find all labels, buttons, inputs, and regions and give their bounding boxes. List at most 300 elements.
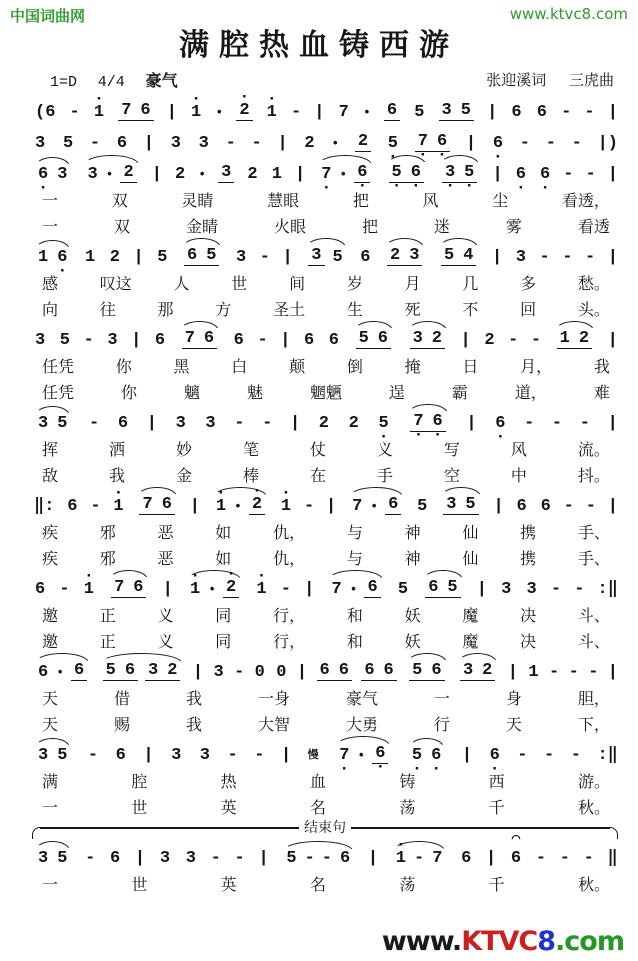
lyric-word: 方 xyxy=(215,299,232,319)
barline: | xyxy=(282,248,293,267)
duration-dash: - xyxy=(551,414,563,433)
note: 5 · xyxy=(377,415,389,432)
note: 6 · xyxy=(432,413,444,430)
duration-dash: - xyxy=(303,497,315,516)
note: 3 xyxy=(199,746,210,765)
slur-group xyxy=(386,155,427,183)
duration-dash: - xyxy=(568,663,579,682)
lyric-word: 我 xyxy=(593,356,610,376)
duration-dash: - xyxy=(90,497,101,516)
note: 6 · xyxy=(56,249,68,266)
lyric-word: 手、 xyxy=(577,548,610,568)
barline: | xyxy=(607,497,618,516)
note: 2 xyxy=(304,134,315,153)
beam-group xyxy=(460,662,495,681)
beam-group xyxy=(355,133,371,152)
duration-dash: - xyxy=(570,746,581,765)
lyric-word: 霸 xyxy=(451,382,468,402)
beam-group xyxy=(439,102,474,121)
note: 3 xyxy=(38,849,49,868)
note: 5 xyxy=(417,497,428,516)
lyric-word: 仇， xyxy=(273,522,306,542)
lyric-word: 把 xyxy=(361,216,378,236)
lyric-word: 仇， xyxy=(273,548,306,568)
credits xyxy=(468,69,614,90)
duration-dash: - xyxy=(413,849,425,868)
duration-dash: - xyxy=(87,746,99,765)
lyric-word: 大勇 xyxy=(345,714,378,734)
lyric-word: 魑 xyxy=(183,382,200,402)
barline: | xyxy=(151,165,162,184)
duration-dash: - xyxy=(85,849,96,868)
slur-group xyxy=(136,487,177,515)
rest: 0 xyxy=(276,663,287,682)
score-body xyxy=(10,91,628,923)
lyric-word: 金 xyxy=(175,465,192,485)
lyric-word: 妖 xyxy=(404,631,421,651)
note: 5 xyxy=(206,246,217,265)
slur-group xyxy=(457,653,498,681)
lyric-word: 邀 xyxy=(42,605,59,625)
barline: | xyxy=(304,580,315,599)
lyric-word: 不 xyxy=(462,299,479,319)
note: 6 · xyxy=(356,164,368,181)
lyric-word: 白 xyxy=(231,356,248,376)
beam-group xyxy=(354,164,370,183)
note: · 1 xyxy=(83,581,95,598)
slur-group xyxy=(179,321,220,349)
slur-group xyxy=(34,157,71,183)
lyric-word: 千 xyxy=(488,874,505,894)
beam-group xyxy=(410,413,445,432)
duration-dash: - xyxy=(579,414,590,433)
lyric-word: 邀 xyxy=(42,631,59,651)
lyric-word: 金睛 xyxy=(185,216,218,236)
lyric-word: 间 xyxy=(289,273,306,293)
note: (6 xyxy=(35,103,56,122)
lyric-line xyxy=(32,518,620,544)
note: 1 xyxy=(38,248,49,267)
lyric-word: 斗、 xyxy=(577,631,610,651)
duration-dash: - xyxy=(563,497,574,516)
barline: | xyxy=(189,497,200,516)
lyricist-credit: 张迎溪词 xyxy=(486,70,547,89)
note: 5 xyxy=(62,134,74,153)
lyric-word: 在 xyxy=(309,465,326,485)
note: 2 xyxy=(175,165,186,184)
duration-dash: - xyxy=(83,331,94,350)
lyric-word: 逞 xyxy=(388,382,405,402)
note: 6 xyxy=(154,331,166,350)
lyric-word: 妖 xyxy=(404,605,421,625)
lyric-word: 千 xyxy=(488,797,505,817)
beam-group xyxy=(410,330,445,349)
lyric-word: 名 xyxy=(309,874,326,894)
lyric-word: 一 xyxy=(42,190,59,210)
lyric-word: 抖。 xyxy=(577,465,610,485)
beam-group xyxy=(443,496,478,515)
duration-dash: - xyxy=(530,331,542,350)
lyric-word: 决 xyxy=(520,605,537,625)
note: · 2 xyxy=(225,579,237,596)
note: 5 xyxy=(59,331,70,350)
lyric-word: 胆， xyxy=(577,688,610,708)
beam-group xyxy=(308,247,324,266)
lyric-word: 魍魉 xyxy=(309,382,342,402)
note: 3 xyxy=(57,165,68,184)
slur-group xyxy=(407,404,448,432)
duration-dash: - xyxy=(304,849,315,868)
note: 3 xyxy=(171,746,182,765)
beam-group xyxy=(356,330,391,349)
barline: | xyxy=(166,103,177,122)
lyric-word: 头。 xyxy=(577,299,610,319)
note: 6 · xyxy=(489,747,501,764)
note: 5 xyxy=(157,248,168,267)
note: 6 · xyxy=(539,166,551,183)
ending-label: 结束句 xyxy=(304,820,346,836)
barline: | xyxy=(326,497,337,516)
lyric-word: 那 xyxy=(157,299,174,319)
note: 2 xyxy=(318,414,329,433)
note: 3 xyxy=(38,746,49,765)
beam-group xyxy=(364,579,380,598)
beam-group xyxy=(184,247,219,266)
lyric-word: 颠 xyxy=(289,356,306,376)
lyric-word: 同 xyxy=(215,605,232,625)
note: 5 xyxy=(397,580,409,599)
note: 6 · xyxy=(515,166,527,183)
lyric-word: 中 xyxy=(510,465,527,485)
duration-dash: - xyxy=(59,580,70,599)
lyric-word: 与 xyxy=(346,548,363,568)
duration-dash: - xyxy=(234,663,245,682)
lyric-word: 雾 xyxy=(505,216,522,236)
beam-group xyxy=(218,164,234,183)
note: 3 xyxy=(515,248,526,267)
lyric-line xyxy=(32,435,620,461)
duration-dash: - xyxy=(251,134,262,153)
note: 1 xyxy=(271,165,282,184)
note: 5 xyxy=(444,246,455,265)
key-time-mood xyxy=(50,68,194,91)
note: 1 xyxy=(528,663,539,682)
lyric-word: 任凭 xyxy=(42,382,75,402)
barline: | xyxy=(277,134,288,153)
lyric-line xyxy=(32,352,620,378)
lyric-word: 秋。 xyxy=(577,797,610,817)
duration-dash: - xyxy=(89,414,100,433)
note: 5 · xyxy=(411,747,423,764)
lyric-word: 一身 xyxy=(257,688,290,708)
lyric-word: 妙 xyxy=(175,439,192,459)
beam-group xyxy=(372,745,388,764)
note: 6 xyxy=(364,661,375,680)
duration-dash: - xyxy=(519,134,530,153)
beam-group xyxy=(441,247,476,266)
lyric-word: 天 xyxy=(42,714,59,734)
barline: | xyxy=(296,663,308,682)
note: 6 xyxy=(536,103,547,122)
slur-group xyxy=(384,238,425,266)
barline: | xyxy=(607,103,618,122)
duration-dash: - xyxy=(545,134,556,153)
lyric-word: 疾 xyxy=(42,548,59,568)
duration-dash: - xyxy=(548,663,560,682)
augmentation-dot: • xyxy=(198,167,207,182)
augmentation-dot: • xyxy=(215,105,224,120)
lyric-word: 秋。 xyxy=(577,874,610,894)
lyric-word: 携 xyxy=(520,522,537,542)
barline: | xyxy=(162,580,173,599)
lyric-word: 如 xyxy=(215,522,232,542)
ktvc8-logo-link[interactable] xyxy=(382,928,624,955)
beam-group xyxy=(409,662,444,681)
lyric-word: 倒 xyxy=(346,356,363,376)
lyric-word: 携 xyxy=(520,548,537,568)
lyric-word: 难 xyxy=(593,382,610,402)
barline: | xyxy=(143,134,154,153)
lyric-word: 天 xyxy=(42,688,59,708)
duration-dash: - xyxy=(588,663,599,682)
lyric-word: 火眼 xyxy=(273,216,306,236)
slur-group xyxy=(34,738,71,764)
note: · 1 xyxy=(255,581,267,598)
slur-group xyxy=(34,841,71,867)
barline: | xyxy=(143,746,154,765)
lyric-word: 斗、 xyxy=(577,605,610,625)
site-name-link[interactable]: 中国词曲网 xyxy=(10,7,86,25)
note: 2 xyxy=(123,163,134,182)
barline: | xyxy=(280,331,291,350)
lyric-word: 手、 xyxy=(577,522,610,542)
beam-group xyxy=(385,496,401,515)
lyric-word: 我 xyxy=(185,714,202,734)
note: 6 · xyxy=(494,415,506,432)
lyric-word: 满 xyxy=(42,771,59,791)
duration-dash: - xyxy=(254,746,265,765)
lyric-line xyxy=(32,544,620,570)
note: 1 xyxy=(559,329,570,348)
barline: | xyxy=(131,331,142,350)
note: 7 · xyxy=(417,133,429,150)
lyric-line xyxy=(32,793,620,819)
lyric-word: 一 xyxy=(42,874,59,894)
note: 6 xyxy=(431,661,442,680)
augmentation-dot: • xyxy=(234,499,242,514)
augmentation-dot: • xyxy=(339,167,348,182)
lyric-line xyxy=(32,269,620,295)
note: · 1 xyxy=(190,104,202,121)
note: 7 xyxy=(142,495,153,514)
note: 5 xyxy=(286,849,297,868)
barline: | xyxy=(466,414,477,433)
lyric-word: 荡 xyxy=(399,874,416,894)
note: 6 xyxy=(338,661,349,680)
duration-dash: - xyxy=(257,331,268,350)
lyric-word: 敌 xyxy=(42,465,59,485)
lyric-word: 神 xyxy=(404,548,421,568)
slur-group xyxy=(100,653,184,681)
beam-group xyxy=(111,579,146,598)
augmentation-dot: • xyxy=(56,665,65,680)
lyric-word: 如 xyxy=(215,548,232,568)
lyric-word: 铸 xyxy=(399,771,416,791)
lyric-word: 叹这 xyxy=(99,273,132,293)
note: 3 xyxy=(462,661,474,680)
duration-dash: - xyxy=(544,746,555,765)
barline: | xyxy=(134,849,146,868)
note: 6 xyxy=(388,495,399,514)
lyric-word: 身 xyxy=(505,688,522,708)
note: 5 xyxy=(414,103,425,122)
lyric-word: 热 xyxy=(220,771,237,791)
lyric-line xyxy=(32,212,620,238)
barline: | xyxy=(465,134,477,153)
note: 6 xyxy=(124,661,136,680)
note: 6 xyxy=(339,849,351,868)
slur-group xyxy=(186,570,242,598)
beam-group xyxy=(182,330,217,349)
duration-dash: - xyxy=(559,849,570,868)
slur-group xyxy=(439,155,480,183)
music-line xyxy=(32,321,620,352)
note: 7 · xyxy=(412,413,424,430)
note: 3 xyxy=(185,849,196,868)
note: 7 xyxy=(184,329,195,348)
duration-dash: - xyxy=(535,849,547,868)
duration-dash: - xyxy=(259,248,270,267)
note: 6 xyxy=(319,661,330,680)
site-url-link[interactable]: www.ktvc8.com xyxy=(509,5,628,23)
note: 6 xyxy=(110,849,121,868)
note: 2 xyxy=(482,661,493,680)
slur-group xyxy=(327,570,383,598)
note: 3 · xyxy=(444,164,456,181)
duration-dash: - xyxy=(524,414,535,433)
lyric-word: 掩 xyxy=(404,356,421,376)
lyric-word: 回 xyxy=(520,299,537,319)
lyric-line xyxy=(32,870,620,896)
lyric-word: 多 xyxy=(520,273,537,293)
note: 6 · xyxy=(410,164,422,181)
lyric-word: 义 xyxy=(376,439,393,459)
slur-group xyxy=(440,487,481,515)
duration-dash: - xyxy=(89,134,101,153)
augmentation-dot: • xyxy=(208,582,217,597)
lyric-word: 和 xyxy=(346,631,363,651)
note: 7 xyxy=(432,849,443,868)
barline: | xyxy=(487,103,498,122)
lyric-word: 感 xyxy=(42,273,59,293)
lyric-word: 与 xyxy=(346,522,363,542)
logo-8: 8 xyxy=(537,926,556,957)
music-line xyxy=(32,736,620,767)
duration-dash: - xyxy=(585,497,596,516)
rest: 0 xyxy=(254,663,265,682)
lyric-line xyxy=(32,627,620,653)
note: 5 · xyxy=(387,135,399,152)
duration-dash: - xyxy=(539,248,550,267)
ending-hook-left xyxy=(32,827,40,839)
lyric-word: 世 xyxy=(131,797,148,817)
lyric-word: 借 xyxy=(113,688,130,708)
note: 6 xyxy=(67,497,78,516)
barline: | xyxy=(289,414,301,433)
lyric-word: 魔 xyxy=(462,605,479,625)
note: 6 xyxy=(428,578,439,597)
lyric-word: 几 xyxy=(462,273,479,293)
note: 3 xyxy=(409,246,420,265)
barline: | xyxy=(133,248,144,267)
note: · 1 xyxy=(266,104,278,121)
lyric-word: 岁 xyxy=(346,273,363,293)
barline: | xyxy=(192,663,204,682)
barline: | xyxy=(280,746,292,765)
note: 3 xyxy=(107,331,118,350)
barline: | xyxy=(507,663,518,682)
note: 6 xyxy=(377,329,388,348)
beam-group xyxy=(145,662,180,681)
note: 6 xyxy=(304,331,315,350)
slur-group xyxy=(212,487,268,515)
note: 3 xyxy=(38,414,49,433)
slur-group xyxy=(34,653,90,681)
lyric-line xyxy=(32,601,620,627)
note: 7 · xyxy=(320,166,332,183)
lyric-word: 疾 xyxy=(42,522,59,542)
slur-group xyxy=(554,321,595,349)
note: 2 xyxy=(357,132,369,151)
lyric-word: 挥 xyxy=(42,439,59,459)
lyric-word: 向 xyxy=(42,299,59,319)
duration-dash: - xyxy=(585,165,596,184)
key-signature: 1=D xyxy=(50,73,78,91)
lyric-word: 行 xyxy=(433,714,450,734)
note: 3 xyxy=(446,495,457,514)
composer-credit: 三虎曲 xyxy=(568,70,614,89)
augmentation-dot: • xyxy=(349,582,358,597)
augmentation-dot: • xyxy=(362,105,371,120)
beam-group xyxy=(71,662,87,681)
ending-line xyxy=(351,827,610,829)
duration-dash: - xyxy=(550,580,562,599)
barline: | xyxy=(607,331,618,350)
note: 2 xyxy=(247,165,258,184)
lyric-word: 同 xyxy=(215,631,232,651)
note: · 1 xyxy=(112,498,124,515)
lyric-word: 双 xyxy=(113,216,130,236)
note: 6 xyxy=(367,578,378,597)
note: 3 xyxy=(170,134,181,153)
duration-dash: - xyxy=(290,103,302,122)
lyric-line xyxy=(32,710,620,736)
lyric-word: 一 xyxy=(42,797,59,817)
lyric-word: 恶 xyxy=(157,548,174,568)
note: · 1 xyxy=(280,498,292,515)
lyric-word: 和 xyxy=(346,605,363,625)
note: 3 xyxy=(35,331,46,350)
note: 6 xyxy=(203,329,215,348)
mood-marking: 豪气 xyxy=(145,70,178,90)
beam-group xyxy=(442,164,477,183)
lyric-word: 仙 xyxy=(462,548,479,568)
note: 1 xyxy=(84,248,96,267)
note: 3 xyxy=(311,246,322,265)
slur-group xyxy=(348,487,404,515)
note: 5 xyxy=(465,495,476,514)
note: · 1 xyxy=(93,104,105,121)
